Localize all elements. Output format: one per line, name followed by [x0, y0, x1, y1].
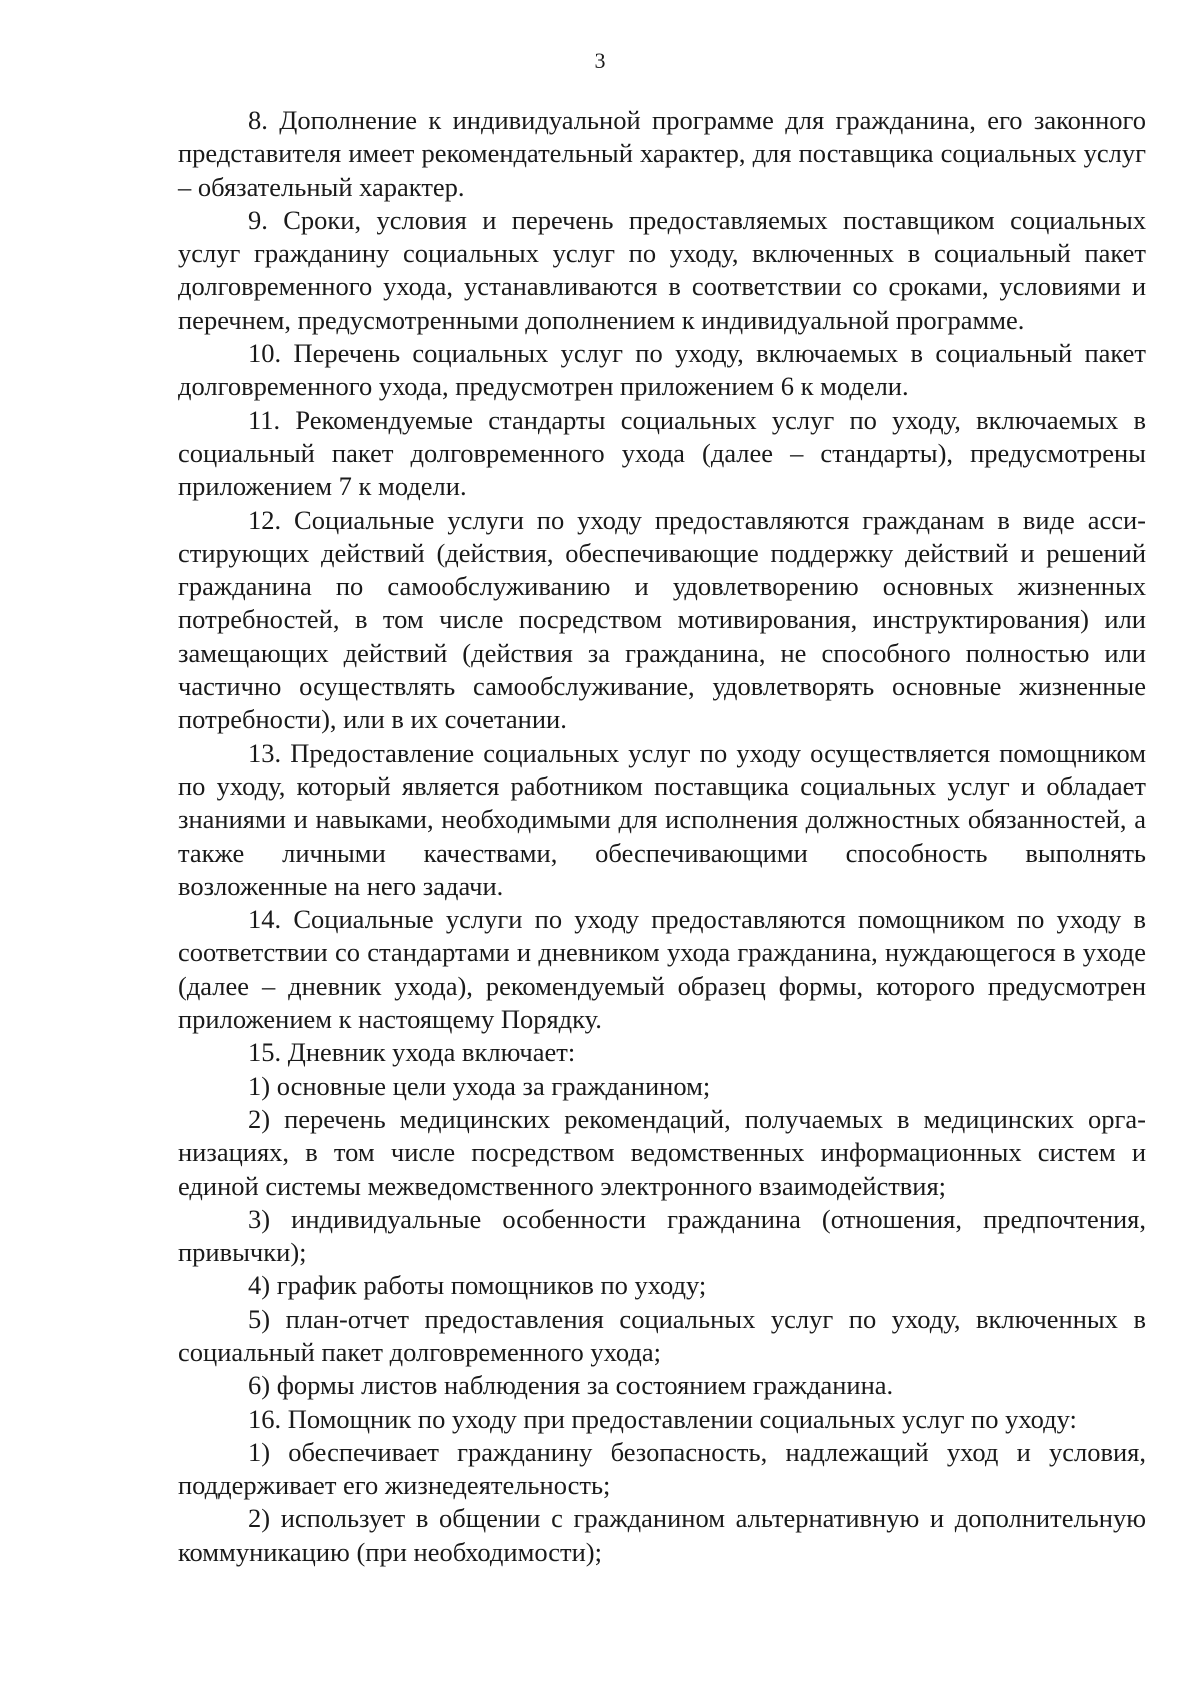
- paragraph-13: 13. Предоставление социальных услуг по уходу осуществляется помощником по уходу, который является работником поставщика социальных услуг и обладает знаниями и навыками, необходимыми для исполнения должностных обязанностей, а также личными качествами, обеспечивающими способность выполнять возложенные на него задачи.: [178, 737, 1146, 901]
- paragraph-11: 11. Рекомендуемые стандарты социальных услуг по уходу, включаемых в социальный пакет долговременного ухода (далее – стандарты), предусмотрены приложением 7 к модели.: [178, 404, 1146, 502]
- list-item-15-4: 4) график работы помощников по уходу;: [248, 1270, 707, 1301]
- list-item-16-2: 2) использует в общении с гражданином альтернативную и дополнительную коммуникацию (при необходимости);: [178, 1503, 1146, 1567]
- document-body: [178, 104, 1146, 1569]
- paragraph-16: 16. Помощник по уходу при предоставлении социальных услуг по уходу:: [248, 1403, 1077, 1434]
- list-item-16-1: 1) обеспечивает гражданину безопасность, надлежащий уход и условия, поддерживает его жизнедеятельность;: [178, 1436, 1146, 1501]
- list-item-15-6: 6) формы листов наблюдения за состоянием гражданина.: [248, 1370, 894, 1401]
- list-item-15-1: 1) основные цели ухода за гражданином;: [248, 1070, 711, 1101]
- paragraph-8: 8. Дополнение к индивидуальной программе для гражданина, его законного представителя имеет рекомендательный характер, для поставщика социальных услуг – обязательный характер.: [178, 105, 1146, 202]
- list-item-15-5: 5) план-отчет предоставления социальных услуг по уходу, включенных в социальный пакет долговременного ухода;: [178, 1303, 1146, 1367]
- paragraph-15: 15. Дневник ухода включает:: [248, 1037, 576, 1068]
- page-number: 3: [594, 48, 606, 73]
- paragraph-12: 12. Социальные услуги по уходу предоставляются гражданам в виде ассистирующих действий (действия, обеспечивающие поддержку действий и решений гражданина по самообслуживанию и удовлетворению основных жизненных потребностей, в том числе посредством мотивирования, инструктирования) или замещающих действий (действия за гражданина, не способного полностью или частично осуществлять самообслуживание, удовлетворять основные жизненные потребности), или в их сочетании.: [178, 504, 1146, 735]
- paragraph-9: 9. Сроки, условия и перечень предоставляемых поставщиком социальных услуг гражданину социальных услуг по уходу, включенных в социальный пакет долговременного ухода, устанавливаются в соответствии со сроками, условиями и перечнем, предусмотренными дополнением к индивидуальной программе.: [178, 204, 1146, 335]
- paragraph-10: 10. Перечень социальных услуг по уходу, включаемых в социальный пакет долговременного ухода, предусмотрен приложением 6 к модели.: [178, 338, 1146, 402]
- list-item-15-2: 2) перечень медицинских рекомендаций, получаемых в медицинских организациях, в том числе посредством ведомственных информационных систем и единой системы межведомственного электронного взаимодействия;: [178, 1103, 1146, 1201]
- paragraph-14: 14. Социальные услуги по уходу предоставляются помощником по уходу в соответствии со стандартами и дневником ухода гражданина, нуждающегося в уходе (далее – дневник ухода), рекомендуемый образец формы, которого предусмотрен приложением к настоящему Порядку.: [178, 904, 1146, 1035]
- list-item-15-3: 3) индивидуальные особенности гражданина (отношения, предпочтения, привычки);: [178, 1203, 1146, 1268]
